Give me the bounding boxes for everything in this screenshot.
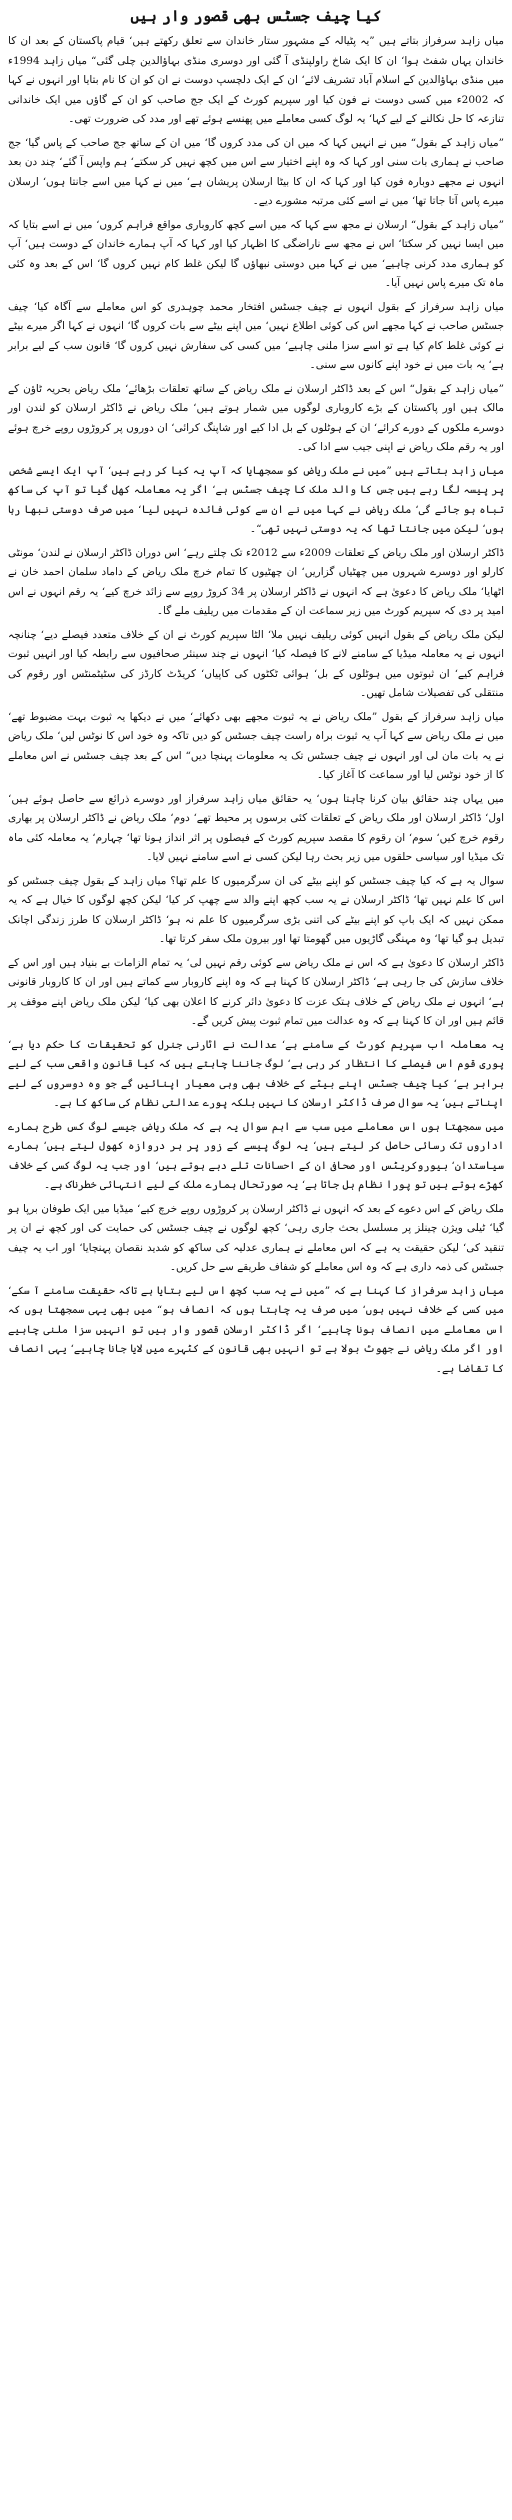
article-paragraph: میں سمجھتا ہوں اس معاملے میں سب سے اہم سوال یہ ہے کہ ملک ریاض جیسے لوگ کس طرح ہمارے اداروں تک رسائی حاصل کر لیتے ہیں‘ یہ لوگ پیسے کے زور پر ہر دروازہ کھول لیتے ہیں‘ ہمارے سیاستدان‘ بیوروکریٹس اور صحافی ان کے احسانات تلے دبے ہوتے ہیں‘ اور جب یہ لوگ کسی کے خلاف کھڑے ہوتے ہیں تو پورا نظام ہل جاتا ہے‘ یہ صورتحال ہمارے ملک کے لیے انتہائی خطرناک ہے۔ [8, 1120, 504, 1191]
article-paragraph: ملک ریاض کے اس دعوے کے بعد کہ انہوں نے ڈاکٹر ارسلان پر کروڑوں روپے خرچ کیے‘ میڈیا میں ایک طوفان برپا ہو گیا‘ ٹیلی ویژن چینلز پر مسلسل بحث جاری رہی‘ کچھ لوگوں نے چیف جسٹس کی حمایت کی اور کچھ نے ان پر تنقید کی‘ لیکن حقیقت یہ ہے کہ اس معاملے نے ہماری عدلیہ کی ساکھ کو شدید نقصان پہنچایا‘ اور اب یہ چیف جسٹس کی ذمہ داری ہے کہ وہ اس معاملے کو شفاف طریقے سے حل کریں۔ [8, 1202, 504, 1273]
article-paragraph: ”میاں زاہد کے بقول“ میں نے انہیں کہا کہ میں ان کی مدد کروں گا‘ میں ان کے ساتھ جج صاحب کے پاس گیا‘ جج صاحب نے ہماری بات سنی اور کہا کہ وہ اپنے اختیار سے اس میں کچھ نہیں کر سکتے‘ ہم واپس آ گئے‘ چند دن بعد انہوں نے مجھے دوبارہ فون کیا اور کہا کہ ان کا بیٹا ارسلان پریشان ہے‘ میں نے کہا میں اسے جانتا ہوں‘ ارسلان میرے پاس آتا جاتا تھا‘ میں نے اسے کئی مرتبہ مشورے دیے۔ [8, 136, 504, 207]
article-paragraph: ڈاکٹر ارسلان اور ملک ریاض کے تعلقات 2009ء سے 2012ء تک چلتے رہے‘ اس دوران ڈاکٹر ارسلان نے لندن‘ مونٹی کارلو اور دوسرے شہروں میں چھٹیاں گزاریں‘ ان چھٹیوں کا تمام خرچ ملک ریاض کے داماد سلمان احمد خان نے اٹھایا‘ ملک ریاض کا دعویٰ ہے کہ انہوں نے ڈاکٹر ارسلان پر 34 کروڑ روپے سے زائد خرچ کیے‘ یہ رقم انہوں نے اس امید پر دی کہ سپریم کورٹ میں زیر سماعت ان کے مقدمات میں ریلیف ملے گا۔ [8, 546, 505, 617]
article-paragraph: میاں زاہد سرفراز کا کہنا ہے کہ ”میں نے یہ سب کچھ اس لیے بتایا ہے تاکہ حقیقت سامنے آ سکے‘ میں کسی کے خلاف نہیں ہوں‘ میں صرف یہ چاہتا ہوں کہ انصاف ہو“ میں بھی یہی سمجھتا ہوں کہ اس معاملے میں انصاف ہونا چاہیے‘ اگر ڈاکٹر ارسلان قصور وار ہیں تو انہیں سزا ملنی چاہیے اور اگر ملک ریاض نے جھوٹ بولا ہے تو انہیں بھی قانون کے کٹہرے میں لایا جانا چاہیے‘ یہی انصاف کا تقاضا ہے۔ [8, 1284, 504, 1375]
article-paragraph: ”میاں زاہد کے بقول“ ارسلان نے مجھ سے کہا کہ میں اسے کچھ کاروباری مواقع فراہم کروں‘ میں نے اسے بتایا کہ میں ایسا نہیں کر سکتا‘ اس نے مجھ سے ناراضگی کا اظہار کیا اور کہا کہ آپ ہمارے خاندان کے دوست ہیں‘ آپ کو ہماری مدد کرنی چاہیے‘ میں نے کہا میں دوستی نبھاؤں گا لیکن غلط کام نہیں کروں گا‘ اس کے بعد وہ کئی ماہ تک میرے پاس نہیں آیا۔ [8, 218, 504, 289]
article-paragraph: ”میاں زاہد کے بقول“ اس کے بعد ڈاکٹر ارسلان نے ملک ریاض کے ساتھ تعلقات بڑھائے‘ ملک ریاض بحریہ ٹاؤن کے مالک ہیں اور پاکستان کے بڑے کاروباری لوگوں میں شمار ہوتے ہیں‘ ملک ریاض نے ڈاکٹر ارسلان کو لندن اور دوسرے ملکوں کے دورے کرائے‘ ان کے ہوٹلوں کے بل ادا کیے اور شاپنگ کرائی‘ ان دوروں پر کروڑوں روپے خرچ ہوئے اور یہ رقم ملک ریاض نے اپنی جیب سے ادا کی۔ [8, 382, 504, 453]
article-paragraph: سوال یہ ہے کہ کیا چیف جسٹس کو اپنے بیٹے کی ان سرگرمیوں کا علم تھا؟ میاں زاہد کے بقول چیف جسٹس کو اس کا علم نہیں تھا‘ ڈاکٹر ارسلان نے یہ سب کچھ اپنے والد سے چھپ کر کیا‘ لیکن کچھ لوگوں کا خیال ہے کہ یہ ممکن نہیں کہ ایک باپ کو اپنے بیٹے کی اتنی بڑی سرگرمیوں کا علم نہ ہو‘ ڈاکٹر ارسلان کا طرز زندگی اچانک تبدیل ہو گیا تھا‘ وہ مہنگی گاڑیوں میں گھومتا تھا اور بیرون ملک سفر کرتا تھا۔ [8, 874, 504, 945]
article-paragraph: میاں زاہد سرفراز بتاتے ہیں ”یہ پٹیالہ کے مشہور ستار خاندان سے تعلق رکھتے ہیں‘ قیام پاکستان کے بعد ان کا خاندان یہاں شفٹ ہوا‘ ان کا ایک شاخ راولپنڈی آ گئی اور دوسری منڈی بہاؤالدین چلی گئی“ میاں زاہد 1994ء میں منڈی بہاؤالدین کے اسلام آباد تشریف لائے‘ ان کے ایک دلچسپ دوست نے ان کو ان کا نام بتایا اور انہوں نے کہا کہ 2002ء میں کسی دوست نے فون کیا اور سپریم کورٹ کے ایک جج صاحب کو ان کے گاؤں میں ایک خاندانی تنازعہ کا حل نکالنے کے لیے کہا‘ یہ لوگ کسی معاملے میں پھنسے ہوئے تھے اور مدد کی ضرورت تھی۔ [8, 35, 504, 125]
article-paragraph: میاں زاہد بتاتے ہیں ”میں نے ملک ریاض کو سمجھایا کہ آپ یہ کیا کر رہے ہیں‘ آپ ایک ایسے شخص پر پیسہ لگا رہے ہیں جس کا والد ملک کا چیف جسٹس ہے‘ اگر یہ معاملہ کھل گیا تو آپ کی ساکھ تباہ ہو جائے گی‘ ملک ریاض نے کہا میں نے ان سے کوئی فائدہ نہیں لیا‘ میں صرف دوستی نبھا رہا ہوں‘ لیکن میں جانتا تھا کہ یہ دوستی نہیں تھی“۔ [8, 464, 504, 535]
article-paragraph: میاں زاہد سرفراز کے بقول ”ملک ریاض نے یہ ثبوت مجھے بھی دکھائے‘ میں نے دیکھا یہ ثبوت بہت مضبوط تھے‘ میں نے ملک ریاض سے کہا آپ یہ ثبوت براہ راست چیف جسٹس کو دیں تاکہ وہ خود اس کا نوٹس لیں‘ ملک ریاض نے یہ بات مان لی اور انہوں نے چیف جسٹس تک یہ معلومات پہنچا دیں“ اس کے بعد چیف جسٹس نے اس معاملے کا از خود نوٹس لیا اور سماعت کا آغاز کیا۔ [8, 710, 504, 781]
article-paragraph: میاں زاہد سرفراز کے بقول انہوں نے چیف جسٹس افتخار محمد چوہدری کو اس معاملے سے آگاہ کیا‘ چیف جسٹس صاحب نے کہا مجھے اس کی کوئی اطلاع نہیں‘ میں اپنے بیٹے سے بات کروں گا‘ انہوں نے کہا اگر میرے بیٹے نے کوئی غلط کام کیا ہے تو اسے سزا ملنی چاہیے‘ میں کسی کی سفارش نہیں کروں گا‘ قانون سب کے لیے برابر ہے‘ یہ بات میں نے خود اپنے کانوں سے سنی۔ [8, 300, 504, 371]
article-paragraph: لیکن ملک ریاض کے بقول انہیں کوئی ریلیف نہیں ملا‘ الٹا سپریم کورٹ نے ان کے خلاف متعدد فیصلے دیے‘ چنانچہ انہوں نے یہ معاملہ میڈیا کے سامنے لانے کا فیصلہ کیا‘ انہوں نے چند سینئر صحافیوں سے رابطہ کیا اور انہیں ثبوت فراہم کیے‘ ان ثبوتوں میں ہوٹلوں کے بل‘ ہوائی ٹکٹوں کی کاپیاں‘ کریڈٹ کارڈز کی سٹیٹمنٹس اور رقوم کی منتقلی کی تفصیلات شامل تھیں۔ [8, 628, 504, 699]
article-title: کیا چیف جسٹس بھی قصور وار ہیں [130, 7, 382, 25]
article-body [8, 32, 504, 1379]
article-paragraph: میں یہاں چند حقائق بیان کرنا چاہتا ہوں‘ یہ حقائق میاں زاہد سرفراز اور دوسرے ذرائع سے حاصل ہوئے ہیں‘ اول‘ ڈاکٹر ارسلان اور ملک ریاض کے تعلقات کئی برسوں پر محیط تھے‘ دوم‘ ملک ریاض نے ڈاکٹر ارسلان پر بھاری رقوم خرچ کیں‘ سوم‘ ان رقوم کا مقصد سپریم کورٹ کے فیصلوں پر اثر انداز ہونا تھا‘ چہارم‘ یہ معاملہ کئی ماہ تک میڈیا اور سیاسی حلقوں میں زیر بحث رہا لیکن کسی نے اسے سامنے نہیں لایا۔ [8, 792, 504, 863]
article-paragraph: یہ معاملہ اب سپریم کورٹ کے سامنے ہے‘ عدالت نے اٹارنی جنرل کو تحقیقات کا حکم دیا ہے‘ پوری قوم اس فیصلے کا انتظار کر رہی ہے‘ لوگ جاننا چاہتے ہیں کہ کیا قانون واقعی سب کے لیے برابر ہے‘ کیا چیف جسٹس اپنے بیٹے کے خلاف بھی وہی معیار اپنائیں گے جو وہ دوسروں کے لیے اپناتے ہیں‘ یہ سوال صرف ڈاکٹر ارسلان کا نہیں بلکہ پورے عدالتی نظام کی ساکھ کا ہے۔ [8, 1038, 504, 1109]
article-paragraph: ڈاکٹر ارسلان کا دعویٰ ہے کہ اس نے ملک ریاض سے کوئی رقم نہیں لی‘ یہ تمام الزامات بے بنیاد ہیں اور اس کے خلاف سازش کی جا رہی ہے‘ ڈاکٹر ارسلان کا کہنا ہے کہ وہ اپنے کاروبار سے کماتے ہیں اور ان کا کاروبار قانونی ہے‘ انہوں نے ملک ریاض کے خلاف ہتک عزت کا دعویٰ دائر کرنے کا اعلان بھی کیا‘ لیکن ملک ریاض اپنے موقف پر قائم ہیں اور ان کا کہنا ہے کہ وہ عدالت میں تمام ثبوت پیش کریں گے۔ [8, 956, 504, 1027]
